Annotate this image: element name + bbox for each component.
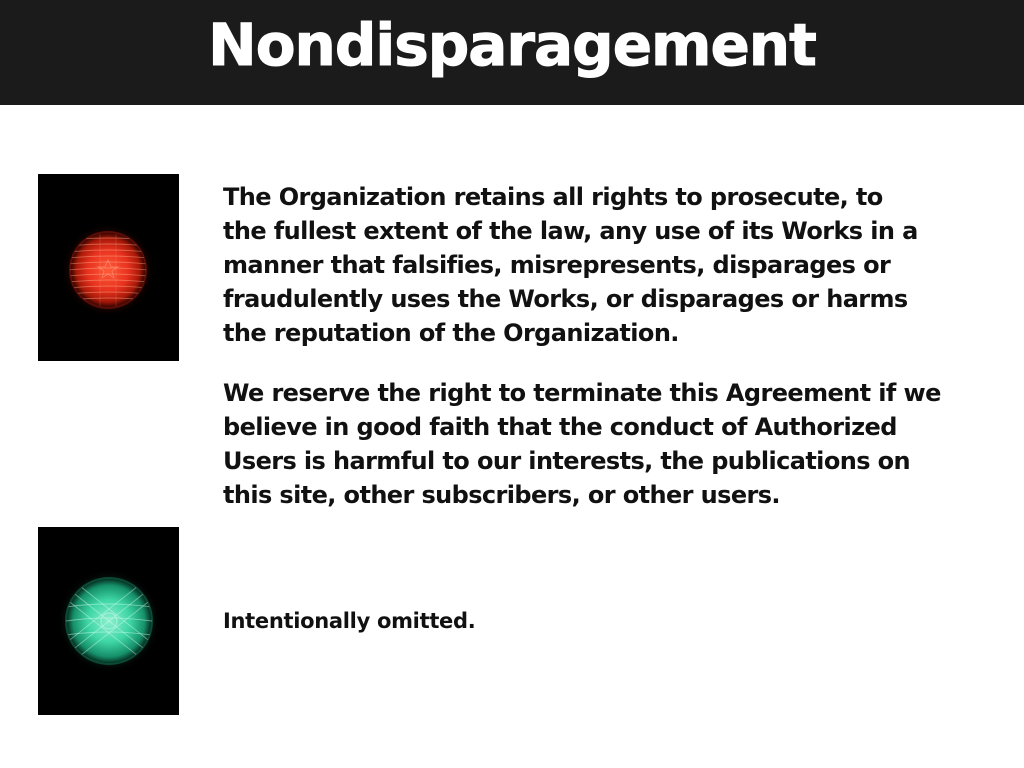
paragraph-line: manner that falsifies, misrepresents, disparages or (223, 251, 891, 279)
paragraph-line: Users is harmful to our interests, the publications on (223, 447, 911, 475)
green-traffic-light-icon (38, 527, 179, 715)
paragraph-line: The Organization retains all rights to prosecute, to (223, 183, 883, 211)
paragraph-line: the reputation of the Organization. (223, 319, 679, 347)
paragraph-line: this site, other subscribers, or other users. (223, 481, 780, 509)
paragraph-termination (223, 376, 993, 512)
paragraph-line: believe in good faith that the conduct of Authorized (223, 413, 897, 441)
paragraph-line: fraudulently uses the Works, or disparages or harms (223, 285, 908, 313)
red-traffic-light-icon (38, 174, 179, 361)
title-bar (0, 0, 1024, 105)
green-traffic-light-image (38, 527, 179, 715)
paragraph-rights (223, 180, 993, 350)
paragraph-line: We reserve the right to terminate this Agreement if we (223, 379, 941, 407)
paragraph-omitted (223, 606, 993, 636)
paragraph-line: Intentionally omitted. (223, 609, 476, 633)
red-traffic-light-image (38, 174, 179, 361)
paragraph-line: the fullest extent of the law, any use of its Works in a (223, 217, 918, 245)
slide-title: Nondisparagement (208, 11, 816, 79)
